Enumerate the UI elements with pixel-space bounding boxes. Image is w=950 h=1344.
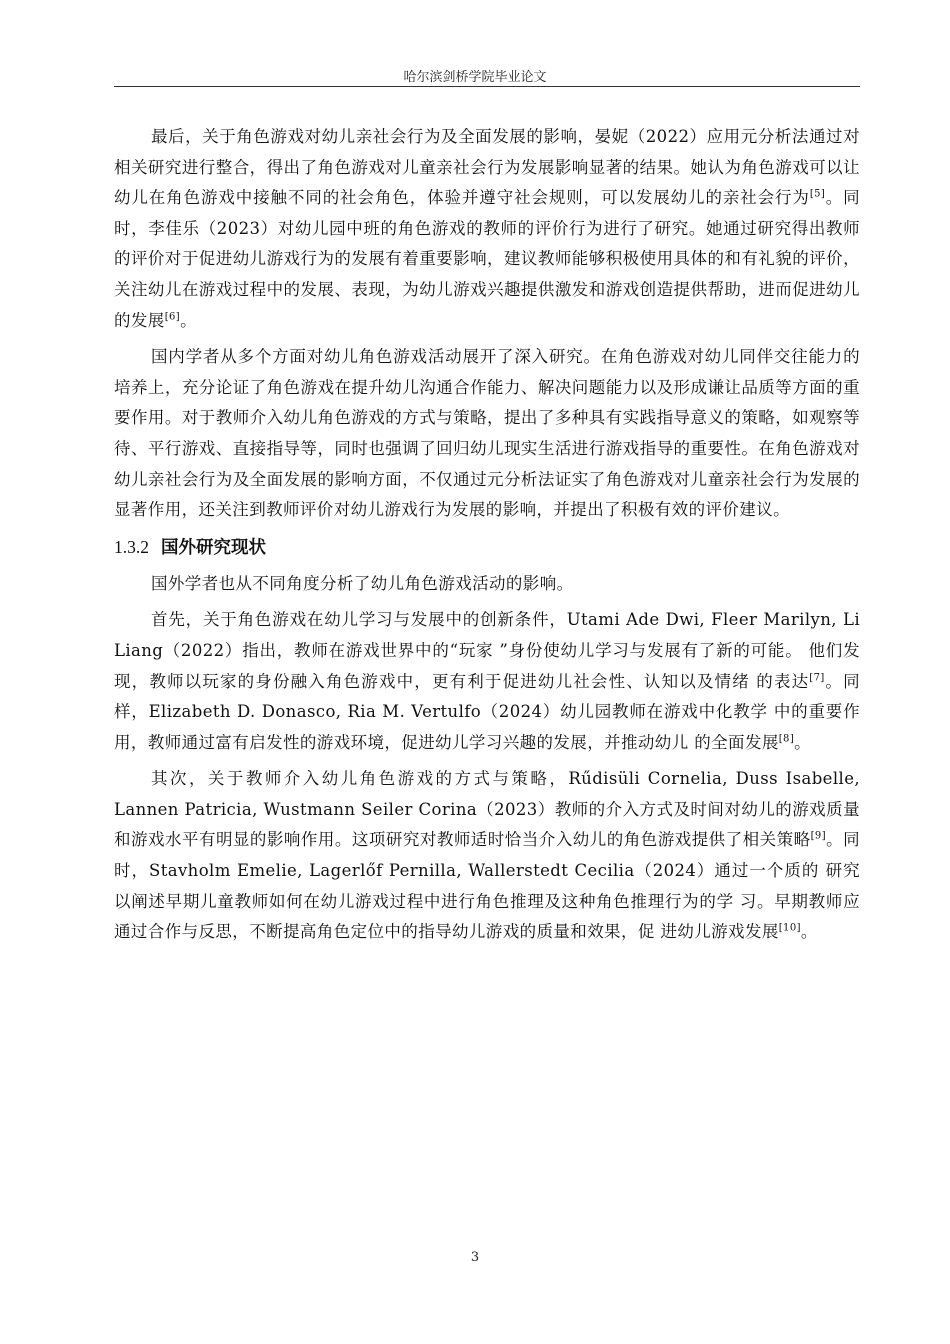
- paragraph-text: 国外学者也从不同角度分析了幼儿角色游戏活动的影响。: [151, 573, 574, 593]
- paragraph-foreign-intro: [114, 569, 860, 600]
- paragraph-text: 。同时，李佳乐（2023）对幼儿园中班的角色游戏的教师的评价行为进行了研究。她通过研究得出教师的评价对于促进幼儿游戏行为的发展有着重要影响，建议教师能够积极使用具体的和有礼貌的评价，关注幼儿在游戏过程中的发展、表现，为幼儿游戏兴趣提供激发和游戏创造提供帮助，进而促进幼儿的发展: [114, 188, 860, 330]
- citation-ref: [5]: [809, 188, 826, 200]
- section-heading: [114, 532, 860, 563]
- paragraph-text: 。: [180, 310, 197, 330]
- section-title: 国外研究现状: [161, 537, 266, 558]
- section-number: 1.3.2: [114, 536, 149, 557]
- paragraph-text: 。: [800, 922, 818, 942]
- paragraph-text: 。同时，Stavholm Emelie, Lagerlőf Pernilla, Wallerstedt Cecilia（2024）通过一个质的 研究以阐述早期儿童教师如何在幼儿游戏过程中进行角色推理及这种角色推理行为的学 习。早期教师应通过合作与反思，不断提高角色定位中的指导幼儿游戏的质量和效果，促 进幼儿游戏发展: [114, 830, 860, 942]
- citation-ref: [7]: [809, 672, 825, 683]
- running-header: 哈尔滨剑桥学院毕业论文: [403, 70, 547, 85]
- page-body: [114, 122, 860, 954]
- paragraph-foreign-second: [114, 764, 860, 948]
- citation-ref: [6]: [164, 311, 181, 323]
- paragraph-text: 首先，关于角色游戏在幼儿学习与发展中的创新条件，Utami Ade Dwi, Fleer Marilyn, Li Liang（2022）指出，教师在游戏世界中的“玩家 ”身份使幼儿学习与发展有了新的可能。 他们发现，教师以玩家的身份融入角色游戏中，更有利于促进幼儿社会性、认知以及情绪 的表达: [114, 610, 860, 691]
- citation-ref: [9]: [810, 830, 826, 842]
- paragraph-text: 最后，关于角色游戏对幼儿亲社会行为及全面发展的影响，晏妮（2022）应用元分析法通过对相关研究进行整合，得出了角色游戏对儿童亲社会行为发展影响显著的结果。她认为角色游戏可以让幼儿在角色游戏中接触不同的社会角色，体验并遵守社会规则，可以发展幼儿的亲社会行为: [114, 127, 860, 208]
- paragraph-text: 。: [794, 732, 812, 752]
- page-number: 3: [470, 1250, 480, 1265]
- paragraph-influence: [114, 122, 860, 336]
- paragraph-text: 国内学者从多个方面对幼儿角色游戏活动展开了深入研究。在角色游戏对幼儿同伴交往能力的培养上，充分论证了角色游戏在提升幼儿沟通合作能力、解决问题能力以及形成谦让品质等方面的重要作用。对于教师介入幼儿角色游戏的方式与策略，提出了多种具有实践指导意义的策略，如观察等待、平行游戏、直接指导等，同时也强调了回归幼儿现实生活进行游戏指导的重要性。在角色游戏对幼儿亲社会行为及全面发展的影响方面，不仅通过元分析法证实了角色游戏对儿童亲社会行为发展的显著作用，还关注到教师评价对幼儿游戏行为发展的影响，并提出了积极有效的评价建议。: [114, 347, 860, 520]
- paragraph-domestic-summary: [114, 342, 860, 526]
- citation-ref: [8]: [778, 733, 795, 745]
- header-rule: [114, 86, 860, 87]
- citation-ref: [10]: [778, 922, 801, 934]
- paragraph-foreign-first: [114, 605, 860, 758]
- paragraph-text: 其次，关于教师介入幼儿角色游戏的方式与策略，Rűdisüli Cornelia, Duss Isabelle, Lannen Patricia, Wustmann Seiler Corina（2023）教师的介入方式及时间对幼儿的游戏质量和游戏水平有明显的影响作用。这项研究对教师适时恰当介入幼儿的角色游戏提供了相关策略: [114, 769, 860, 850]
- paragraph-text: 。同样，Elizabeth D. Donasco, Ria M. Vertulfo（2024）幼儿园教师在游戏中化教学 中的重要作用，教师通过富有启发性的游戏环境，促进幼儿学习兴趣的发展，并推动幼儿 的全面发展: [114, 671, 860, 752]
